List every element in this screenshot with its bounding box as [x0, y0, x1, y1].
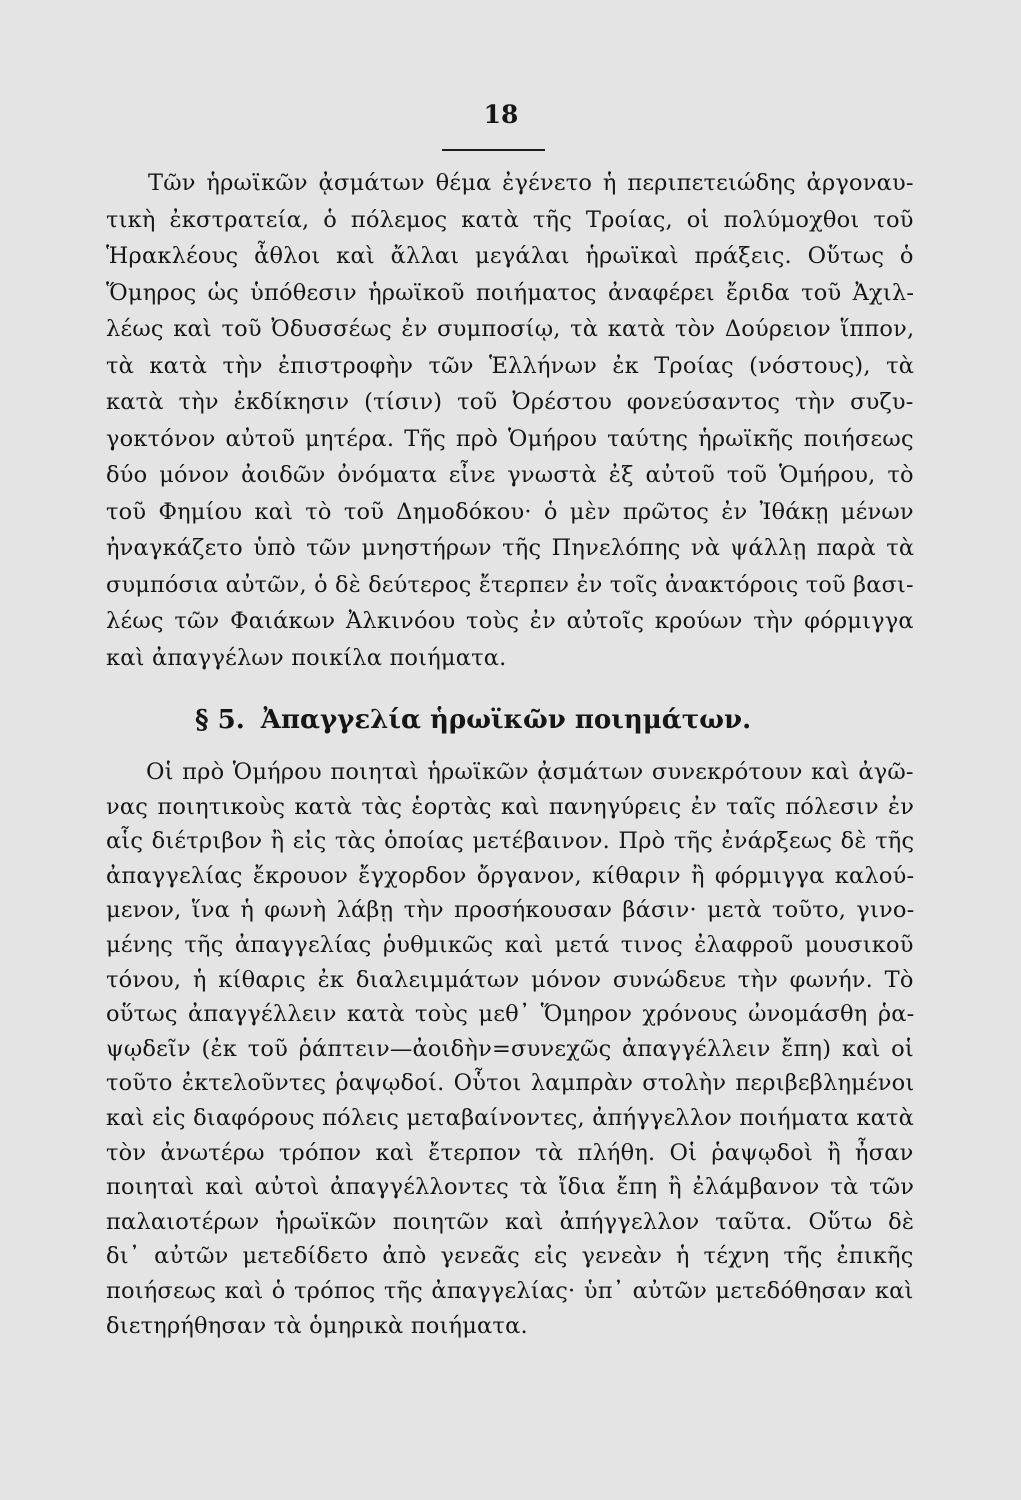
section-mark: § 5. [195, 705, 245, 735]
text-line: τὸν ἀνωτέρω τρόπον καὶ ἔτερπον τὰ πλήθη. Οἱ ῥαψῳδοὶ ἢ ἦσαν [106, 1139, 914, 1166]
text-line: δι᾽ αὐτῶν μετεδίδετο ἀπὸ γενεᾶς εἰς γενεὰν ἡ τέχνη τῆς ἐπικῆς [106, 1243, 914, 1270]
text-line: Ὅμηρος ὡς ὑπόθεσιν ἡρωϊκοῦ ποιήματος ἀναφέρει ἔριδα τοῦ Ἀχιλ- [106, 279, 915, 306]
text-line: οὕτως ἀπαγγέλλειν κατὰ τοὺς μεθ᾽ Ὅμηρον χρόνους ὠνομάσθη ῥα- [106, 1001, 915, 1028]
header-rule [442, 149, 545, 151]
text-line: καὶ ἀπαγγέλων ποικίλα ποιήματα. [106, 644, 507, 671]
text-line: τόνου, ἡ κίθαρις ἐκ διαλειμμάτων μόνον συνώδευε τὴν φωνήν. Τὸ [106, 966, 914, 993]
text-line: λέως τῶν Φαιάκων Ἀλκινόου τοὺς ἐν αὐτοῖς κρούων τὴν φόρμιγγα [106, 608, 914, 634]
text-line: Οἱ πρὸ Ὁμήρου ποιηταὶ ἡρωϊκῶν ᾀσμάτων συνεκρότουν καὶ ἀγῶ- [146, 759, 914, 785]
text-line: ἠναγκάζετο ὑπὸ τῶν μνηστήρων τῆς Πηνελόπης νὰ ψάλλῃ παρὰ τὰ [106, 535, 915, 561]
text-line: μενον, ἵνα ἡ φωνὴ λάβῃ τὴν προσήκουσαν βάσιν· μετὰ τοῦτο, γινο- [106, 897, 915, 924]
text-line: ποιήσεως καὶ ὁ τρόπος τῆς ἀπαγγελίας· ὑπ᾽ αὐτῶν μετεδόθησαν καὶ [106, 1278, 914, 1304]
text-line: ἀπαγγελίας ἔκρουον ἔγχορδον ὄργανον, κίθαριν ἢ φόρμιγγα καλού- [106, 862, 915, 889]
text-line: Τῶν ἡρωϊκῶν ᾀσμάτων θέμα ἐγένετο ἡ περιπετειώδης ἀργοναυ- [148, 170, 914, 196]
text-line: μένης τῆς ἀπαγγελίας ῥυθμικῶς καὶ μετά τινος ἐλαφροῦ μουσικοῦ [106, 932, 914, 958]
text-line: τὰ κατὰ τὴν ἐπιστροφὴν τῶν Ἑλλήνων ἐκ Τροίας (νόστους), τὰ [106, 352, 915, 379]
text-line: διετηρήθησαν τὰ ὁμηρικὰ ποιήματα. [106, 1312, 528, 1339]
text-line: τικὴ ἐκστρατεία, ὁ πόλεμος κατὰ τῆς Τροίας, οἱ πολύμοχθοι τοῦ [106, 206, 914, 233]
text-line: συμπόσια αὐτῶν, ὁ δὲ δεύτερος ἔτερπεν ἐν τοῖς ἀνακτόροις τοῦ βασι- [106, 571, 914, 598]
section-heading [195, 703, 751, 737]
text-line: λέως καὶ τοῦ Ὀδυσσέως ἐν συμποσίῳ, τὰ κατὰ τὸν Δούρειον ἵππον, [106, 316, 915, 342]
text-line: γοκτόνον αὐτοῦ μητέρα. Τῆς πρὸ Ὁμήρου ταύτης ἡρωϊκῆς ποιήσεως [106, 425, 914, 452]
text-line: παλαιοτέρων ἡρωϊκῶν ποιητῶν καὶ ἀπήγγελλον ταῦτα. Οὕτω δὲ [106, 1208, 915, 1235]
text-line: νας ποιητικοὺς κατὰ τὰς ἑορτὰς καὶ πανηγύρεις ἐν ταῖς πόλεσιν ἐν [106, 793, 915, 820]
text-line: δύο μόνον ἀοιδῶν ὀνόματα εἶνε γνωστὰ ἐξ αὐτοῦ τοῦ Ὁμήρου, τὸ [106, 462, 914, 488]
text-line: αἷς διέτριβον ἢ εἰς τὰς ὁποίας μετέβαινον. Πρὸ τῆς ἐνάρξεως δὲ τῆς [106, 828, 915, 855]
text-line: τοῦ Φημίου καὶ τὸ τοῦ Δημοδόκου· ὁ μὲν πρῶτος ἐν Ἰθάκῃ μένων [106, 498, 914, 525]
text-line: ψῳδεῖν (ἐκ τοῦ ῥάπτειν—ἀοιδὴν=συνεχῶς ἀπαγγέλλειν ἔπη) καὶ οἱ [106, 1035, 914, 1062]
text-line: κατὰ τὴν ἐκδίκησιν (τίσιν) τοῦ Ὀρέστου φονεύσαντος τὴν συζυ- [106, 389, 914, 415]
text-line: ποιηταὶ καὶ αὐτοὶ ἀπαγγέλλοντες τὰ ἴδια ἔπη ἢ ἐλάμβανον τὰ τῶν [106, 1174, 915, 1201]
text-line: Ἡρακλέους ἆθλοι καὶ ἄλλαι μεγάλαι ἡρωϊκαὶ πράξεις. Οὕτως ὁ [106, 243, 914, 269]
text-line: τοῦτο ἐκτελοῦντες ῥαψῳδοί. Οὗτοι λαμπρὰν στολὴν περιβεβλημένοι [106, 1070, 915, 1097]
page-number: 18 [483, 100, 519, 129]
text-line: καὶ εἰς διαφόρους πόλεις μεταβαίνοντες, ἀπήγγελλον ποιήματα κατὰ [106, 1105, 915, 1131]
section-title: Ἀπαγγελία ἡρωϊκῶν ποιημάτων. [260, 705, 752, 735]
